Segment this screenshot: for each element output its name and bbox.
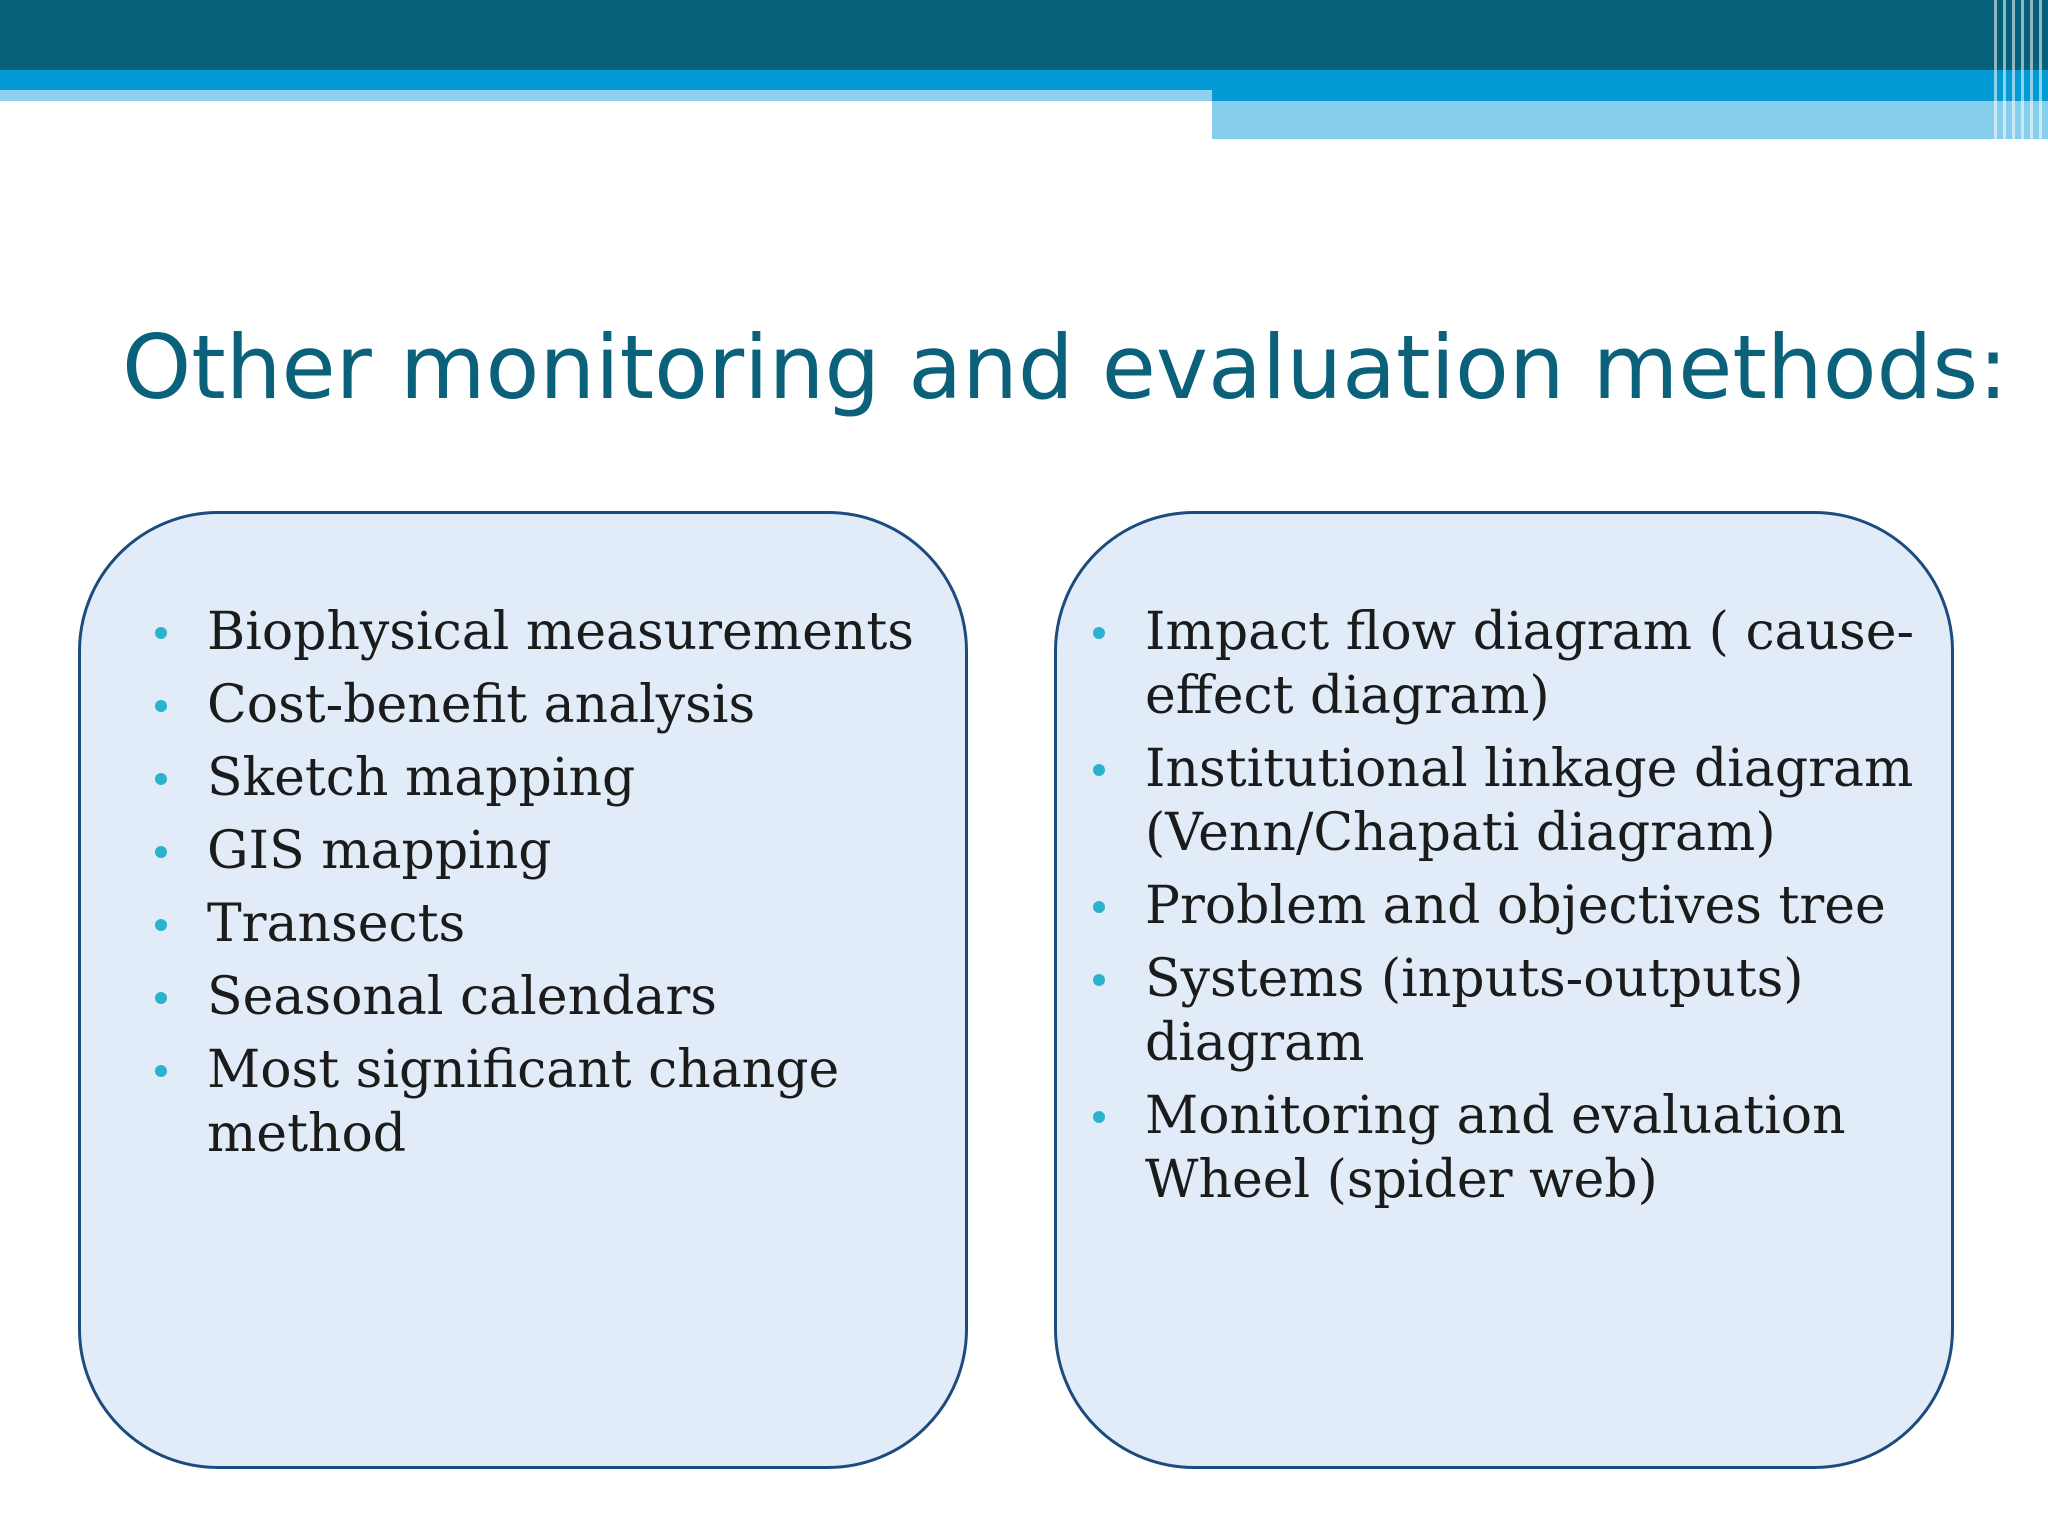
list-item-text: Transects (207, 894, 466, 954)
bullet-dot-icon (155, 919, 167, 931)
header-band-dark (0, 0, 2048, 70)
list-item (207, 965, 945, 1029)
right-methods-panel (1054, 511, 1954, 1469)
list-item-text-line-2: diagram (1145, 1013, 1365, 1073)
list-item-text-line-2: method (207, 1104, 407, 1164)
list-item-text-line-1: Most significant change (207, 1040, 840, 1100)
bullet-dot-icon (1093, 627, 1105, 639)
bullet-dot-icon (155, 627, 167, 639)
bullet-dot-icon (155, 992, 167, 1004)
bullet-dot-icon (155, 846, 167, 858)
list-item (1145, 600, 1931, 728)
list-item (1145, 874, 1931, 938)
left-methods-panel (78, 511, 968, 1469)
list-item-text-line-2: effect diagram) (1145, 666, 1550, 726)
list-item (1145, 947, 1931, 1075)
list-item-text: Sketch mapping (207, 748, 636, 808)
bullet-dot-icon (1093, 901, 1105, 913)
list-item (1145, 737, 1931, 865)
list-item-text: Biophysical measurements (207, 602, 914, 662)
header-strip-light-left (0, 90, 1212, 101)
list-item-text-line-2: Wheel (spider web) (1145, 1150, 1658, 1210)
list-item-text: Cost-benefit analysis (207, 675, 756, 735)
header-edge-stripes (1988, 0, 2048, 139)
list-item-text: GIS mapping (207, 821, 552, 881)
slide-title: Other monitoring and evaluation methods: (122, 316, 2008, 419)
list-item-text: Seasonal calendars (207, 967, 717, 1027)
header-band-light-right (1212, 101, 2048, 139)
list-item (207, 1038, 945, 1166)
bullet-dot-icon (1093, 1111, 1105, 1123)
list-item-text-line-2: (Venn/Chapati diagram) (1145, 803, 1776, 863)
list-item-text: Problem and objectives tree (1145, 876, 1886, 936)
list-item-text-line-1: Systems (inputs-outputs) (1145, 949, 1804, 1009)
list-item (207, 819, 945, 883)
list-item (1145, 1084, 1931, 1212)
bullet-dot-icon (1093, 764, 1105, 776)
list-item-text-line-1: Impact flow diagram ( cause- (1145, 602, 1915, 662)
list-item (207, 673, 945, 737)
bullet-dot-icon (1093, 974, 1105, 986)
bullet-dot-icon (155, 773, 167, 785)
right-methods-list (1057, 600, 1931, 1221)
list-item-text-line-1: Institutional linkage diagram (1145, 739, 1914, 799)
list-item (207, 746, 945, 810)
list-item (207, 600, 945, 664)
bullet-dot-icon (155, 700, 167, 712)
left-methods-list (207, 600, 945, 1175)
list-item (207, 892, 945, 956)
bullet-dot-icon (155, 1065, 167, 1077)
list-item-text-line-1: Monitoring and evaluation (1145, 1086, 1846, 1146)
